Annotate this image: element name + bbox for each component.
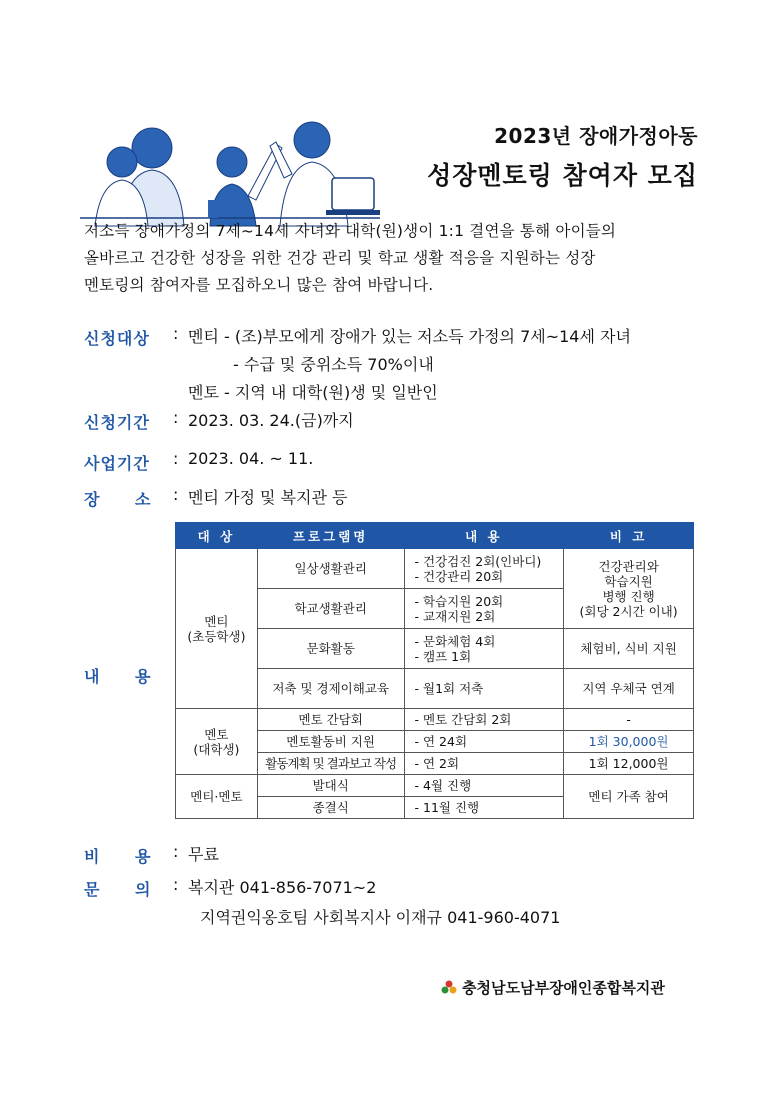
program-content: - 월1회 저축 (404, 669, 564, 709)
cost-label: 비 용 (84, 847, 151, 866)
cost-value: 무료 (188, 845, 219, 864)
business-value: 2023. 04. ~ 11. (188, 449, 314, 468)
header-note: 비 고 (564, 523, 694, 549)
intro-line: 멘토링의 참여자를 모집하오니 많은 참여 바랍니다. (84, 276, 434, 294)
family-illustration (80, 118, 380, 230)
target-label: 신청대상 (84, 329, 150, 348)
period-value: 2023. 03. 24.(금)까지 (188, 411, 354, 430)
target-mentee-income: - 수급 및 중위소득 70%이내 (233, 355, 434, 374)
program-name: 종결식 (257, 797, 404, 819)
program-name: 문화활동 (257, 629, 404, 669)
program-content: - 연 2회 (404, 753, 564, 775)
title-year: 2023년 장애가정아동 (494, 124, 698, 148)
colon: : (173, 875, 179, 894)
table-row (176, 709, 694, 731)
contact-label: 문 의 (84, 880, 151, 899)
program-content: - 4월 진행 (404, 775, 564, 797)
business-label: 사업기간 (84, 454, 150, 473)
program-name: 일상생활관리 (257, 549, 404, 589)
header-target: 대 상 (176, 523, 258, 549)
colon: : (173, 485, 179, 504)
header-program: 프로그램명 (257, 523, 404, 549)
table-row (176, 549, 694, 589)
table-row (176, 775, 694, 797)
group-mentee: 멘티 (초등학생) (176, 549, 258, 709)
program-content: - 문화체험 4회 - 캠프 1회 (404, 629, 564, 669)
program-content: - 연 24회 (404, 731, 564, 753)
program-name: 멘토활동비 지원 (257, 731, 404, 753)
program-table (175, 522, 694, 819)
colon: : (173, 449, 179, 468)
intro-line: 올바르고 건강한 성장을 위한 건강 관리 및 학교 생활 적응을 지원하는 성장 (84, 249, 596, 267)
program-content: - 멘토 간담회 2회 (404, 709, 564, 731)
program-note: 건강관리와 학습지원 병행 진행 (회당 2시간 이내) (564, 549, 694, 629)
program-note: 1회 12,000원 (564, 753, 694, 775)
period-label: 신청기간 (84, 413, 150, 432)
contact-center: 복지관 041-856-7071~2 (188, 878, 377, 897)
program-note: - (564, 709, 694, 731)
group-mentor: 멘토 (대학생) (176, 709, 258, 775)
colon: : (173, 324, 179, 343)
program-content: - 건강검진 2회(인바디) - 건강관리 20회 (404, 549, 564, 589)
organization-logo-icon (440, 979, 458, 997)
program-name: 활동계획 및 결과보고 작성 (257, 753, 404, 775)
table-header-row (176, 523, 694, 549)
place-value: 멘티 가정 및 복지관 등 (188, 488, 348, 507)
colon: : (173, 842, 179, 861)
program-note: 지역 우체국 연계 (564, 669, 694, 709)
header-content: 내 용 (404, 523, 564, 549)
program-note: 멘티 가족 참여 (564, 775, 694, 819)
place-label: 장 소 (84, 490, 151, 509)
program-name: 저축 및 경제이해교육 (257, 669, 404, 709)
content-label: 내 용 (84, 667, 151, 686)
target-mentor: 멘토 - 지역 내 대학(원)생 및 일반인 (188, 383, 438, 402)
organization-footer (440, 977, 665, 998)
intro-line: 저소득 장애가정의 7세~14세 자녀와 대학(원)생이 1:1 결연을 통해 아이들의 (84, 222, 617, 240)
program-content: - 학습지원 20회 - 교재지원 2회 (404, 589, 564, 629)
program-content: - 11월 진행 (404, 797, 564, 819)
program-name: 학교생활관리 (257, 589, 404, 629)
colon: : (173, 408, 179, 427)
contact-worker: 지역권익옹호팀 사회복지사 이재규 041-960-4071 (200, 908, 561, 927)
intro-paragraph (84, 218, 700, 299)
page-title: 성장멘토링 참여자 모집 (427, 161, 698, 190)
program-name: 발대식 (257, 775, 404, 797)
program-note: 체험비, 식비 지원 (564, 629, 694, 669)
organization-name: 충청남도남부장애인종합복지관 (462, 979, 665, 997)
target-mentee: 멘티 - (조)부모에게 장애가 있는 저소득 가정의 7세~14세 자녀 (188, 327, 631, 346)
group-both: 멘티·멘토 (176, 775, 258, 819)
program-name: 멘토 간담회 (257, 709, 404, 731)
program-note: 1회 30,000원 (564, 731, 694, 753)
